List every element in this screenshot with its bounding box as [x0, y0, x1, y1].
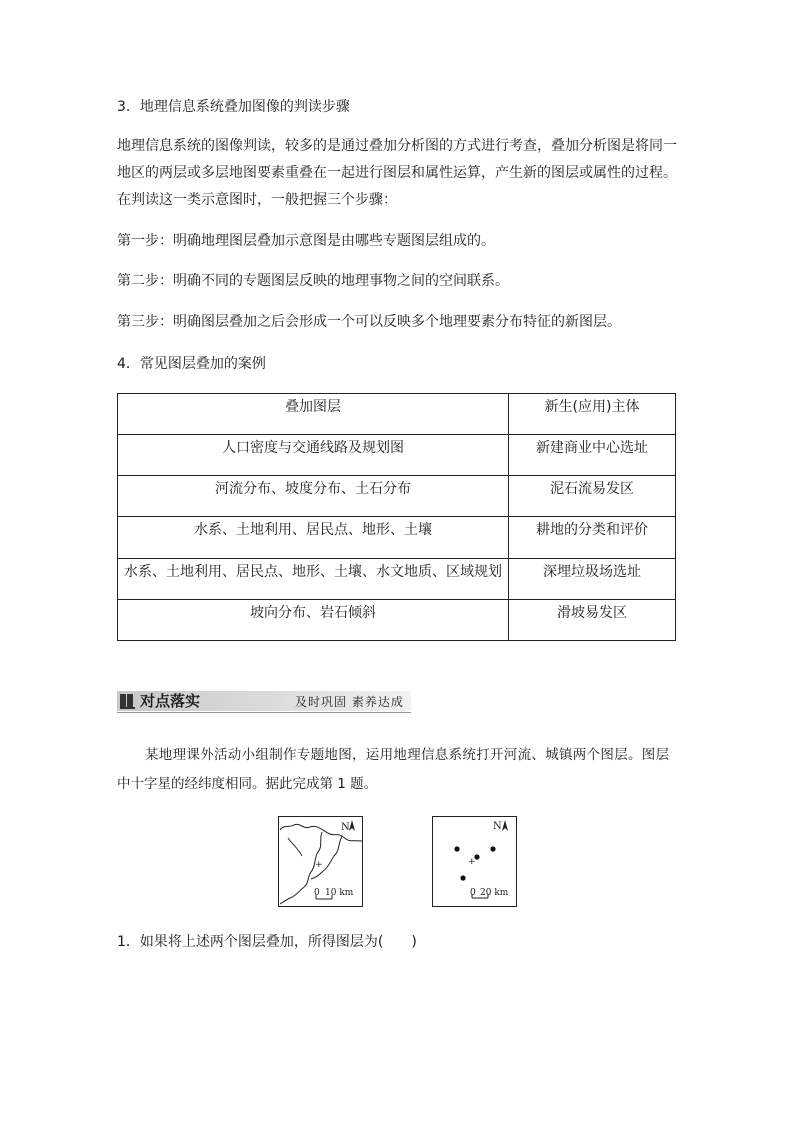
table-cell: 水系、土地利用、居民点、地形、土壤、水文地质、区域规划	[118, 558, 509, 599]
crosshair-marker: +	[315, 860, 323, 870]
table-row	[118, 558, 676, 599]
scale-label: 20 km	[480, 888, 509, 898]
banner-subtitle: 及时巩固 素养达成	[295, 695, 404, 709]
river-layer-map	[278, 816, 363, 907]
section-banner	[117, 691, 411, 713]
banner-title: 对点落实	[140, 692, 201, 710]
town-dot	[454, 846, 459, 851]
table-header-cell: 新生(应用)主体	[509, 394, 676, 435]
table-header-cell: 叠加图层	[118, 394, 509, 435]
north-label: N	[493, 821, 502, 832]
section-3-para-line-3: 在判读这一类示意图时，一般把握三个步骤：	[117, 192, 397, 208]
table-row	[118, 435, 676, 476]
table-row	[118, 517, 676, 558]
section-3-para-line-2: 地区的两层或多层地图要素重叠在一起进行图层和属性运算，产生新的图层或属性的过程。	[117, 165, 677, 181]
table-cell: 坡向分布、岩石倾斜	[118, 599, 509, 640]
town-dot	[460, 875, 465, 880]
north-label: N	[341, 822, 350, 833]
crosshair-marker: +	[468, 857, 476, 867]
section-4-heading: 4．常见图层叠加的案例	[117, 356, 266, 372]
step-3: 第三步：明确图层叠加之后会形成一个可以反映多个地理要素分布特征的新图层。	[117, 314, 621, 330]
town-dot	[490, 846, 495, 851]
section-3-heading: 3．地理信息系统叠加图像的判读步骤	[117, 99, 350, 115]
table-row	[118, 476, 676, 517]
town-layer-map	[432, 816, 517, 907]
overlay-cases-table	[117, 393, 676, 641]
exercise-intro-line-2	[117, 775, 377, 793]
scale-label: 10 km	[325, 888, 354, 898]
exercise-intro-text: 据此完成第 1 题。	[265, 776, 378, 792]
exercise-intro-text: 中十字星的经纬度相同。	[117, 776, 266, 792]
table-cell: 水系、土地利用、居民点、地形、土壤	[118, 517, 509, 558]
table-row	[118, 599, 676, 640]
table-cell: 深埋垃圾场选址	[509, 558, 676, 599]
table-cell: 滑坡易发区	[509, 599, 676, 640]
table-cell: 新建商业中心选址	[509, 435, 676, 476]
step-2: 第二步：明确不同的专题图层反映的地理事物之间的空间联系。	[117, 273, 509, 289]
table-header-row	[118, 394, 676, 435]
step-1: 第一步：明确地理图层叠加示意图是由哪些专题图层组成的。	[117, 233, 495, 249]
exercise-intro-line-1: 某地理课外活动小组制作专题地图，运用地理信息系统打开河流、城镇两个图层。图层	[145, 747, 670, 763]
banner-underline	[117, 712, 411, 713]
table-cell: 泥石流易发区	[509, 476, 676, 517]
table-cell: 河流分布、坡度分布、土石分布	[118, 476, 509, 517]
scale-zero: 0	[470, 888, 476, 898]
book-icon	[120, 694, 135, 709]
table-cell: 人口密度与交通线路及规划图	[118, 435, 509, 476]
question-1: 1．如果将上述两个图层叠加，所得图层为( )	[117, 934, 417, 950]
scale-zero: 0	[314, 888, 320, 898]
table-cell: 耕地的分类和评价	[509, 517, 676, 558]
section-3-para-line-1: 地理信息系统的图像判读，较多的是通过叠加分析图的方式进行考查，叠加分析图是将同一	[117, 138, 677, 154]
